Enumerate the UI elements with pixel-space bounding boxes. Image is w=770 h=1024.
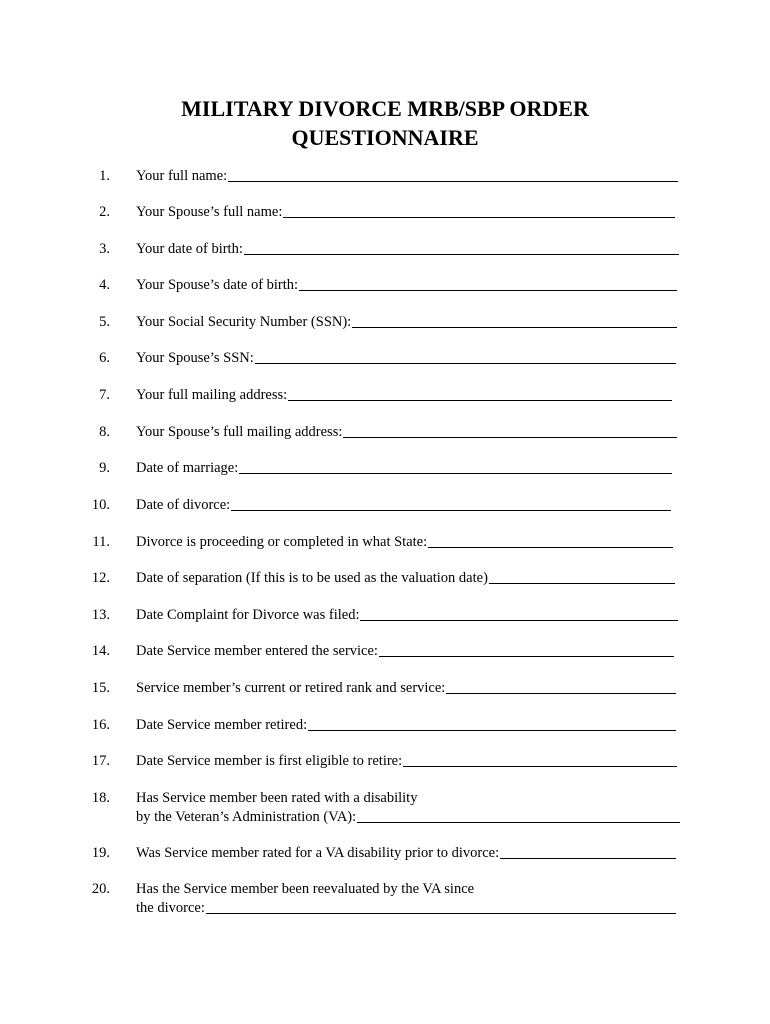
answer-field-13[interactable] [360,608,682,622]
answer-line [352,313,677,328]
question-number: 4. [99,277,110,293]
answer-line [489,569,675,584]
question-label: Your Spouse’s date of birth: [136,277,299,293]
answer-field-3[interactable] [244,242,683,256]
answer-line [228,167,678,182]
answer-field-19[interactable] [500,846,680,860]
answer-line [283,203,675,218]
question-label: Date Service member retired: [136,717,308,733]
answer-line [403,752,677,767]
answer-field-16[interactable] [308,718,680,732]
answer-field-10[interactable] [231,498,675,512]
answer-line [360,606,678,621]
question-number: 17. [91,753,110,769]
answer-field-8[interactable] [343,425,681,439]
answer-line [206,899,676,914]
question-number: 18. [91,790,110,806]
question-number: 10. [91,497,110,513]
answer-line [239,459,672,474]
question-label: Your date of birth: [136,241,243,257]
answer-field-4[interactable] [299,278,681,292]
question-number: 6. [99,350,110,366]
question-number: 11. [92,534,110,550]
answer-field-20[interactable] [206,901,680,915]
answer-field-7[interactable] [288,388,676,402]
question-number: 19. [91,845,110,861]
question-label: Your Spouse’s full name: [136,204,283,220]
question-number: 2. [99,204,110,220]
question-label: Your Spouse’s full mailing address: [136,424,343,440]
question-number: 8. [99,424,110,440]
question-number: 16. [91,717,110,733]
answer-field-11[interactable] [428,535,677,549]
question-label: Date of marriage: [136,460,239,476]
question-label: Divorce is proceeding or completed in what State: [136,534,428,550]
question-number: 1. [99,168,110,184]
question-label-line-1: Has the Service member been reevaluated by the VA since [136,881,475,897]
answer-field-5[interactable] [352,315,681,329]
question-number: 14. [91,643,110,659]
question-label: Your full name: [136,168,228,184]
question-label: Date Service member entered the service: [136,643,378,659]
question-number: 7. [99,387,110,403]
answer-line [299,276,677,291]
question-label: Your Social Security Number (SSN): [136,314,352,330]
question-label: Date Service member is first eligible to retire: [136,753,403,769]
question-label: by the Veteran’s Administration (VA): [136,809,357,825]
answer-field-17[interactable] [403,754,681,768]
answer-field-2[interactable] [283,205,679,219]
question-label-line-1: Has Service member been rated with a disability [136,790,418,806]
question-label: Date of separation (If this is to be used as the valuation date) [136,570,488,586]
question-label: Your Spouse’s SSN: [136,350,254,366]
answer-line [500,844,676,859]
question-number: 9. [99,460,110,476]
question-label: Date of divorce: [136,497,231,513]
answer-field-14[interactable] [379,644,678,658]
page-title-line-2: QUESTIONNAIRE [291,125,479,150]
answer-line [357,808,680,823]
answer-field-6[interactable] [255,351,680,365]
answer-line [308,716,676,731]
question-number: 3. [99,241,110,257]
question-label: Service member’s current or retired rank and service: [136,680,446,696]
question-number: 12. [91,570,110,586]
answer-field-9[interactable] [239,461,676,475]
answer-field-1[interactable] [228,169,682,183]
question-number: 20. [91,881,110,897]
answer-field-12[interactable] [489,571,679,585]
question-label: the divorce: [136,900,205,916]
answer-line [428,533,673,548]
answer-line [446,679,676,694]
answer-line [231,496,671,511]
question-label: Date Complaint for Divorce was filed: [136,607,360,623]
answer-field-15[interactable] [446,681,680,695]
answer-field-18[interactable] [357,810,684,824]
answer-line [244,240,679,255]
question-label: Was Service member rated for a VA disability prior to divorce: [136,845,500,861]
answer-line [379,642,674,657]
question-label: Your full mailing address: [136,387,288,403]
question-number: 13. [91,607,110,623]
answer-line [288,386,672,401]
question-number: 5. [99,314,110,330]
question-number: 15. [91,680,110,696]
answer-line [255,349,676,364]
answer-line [343,423,677,438]
page-title-line-1: MILITARY DIVORCE MRB/SBP ORDER [181,96,589,121]
